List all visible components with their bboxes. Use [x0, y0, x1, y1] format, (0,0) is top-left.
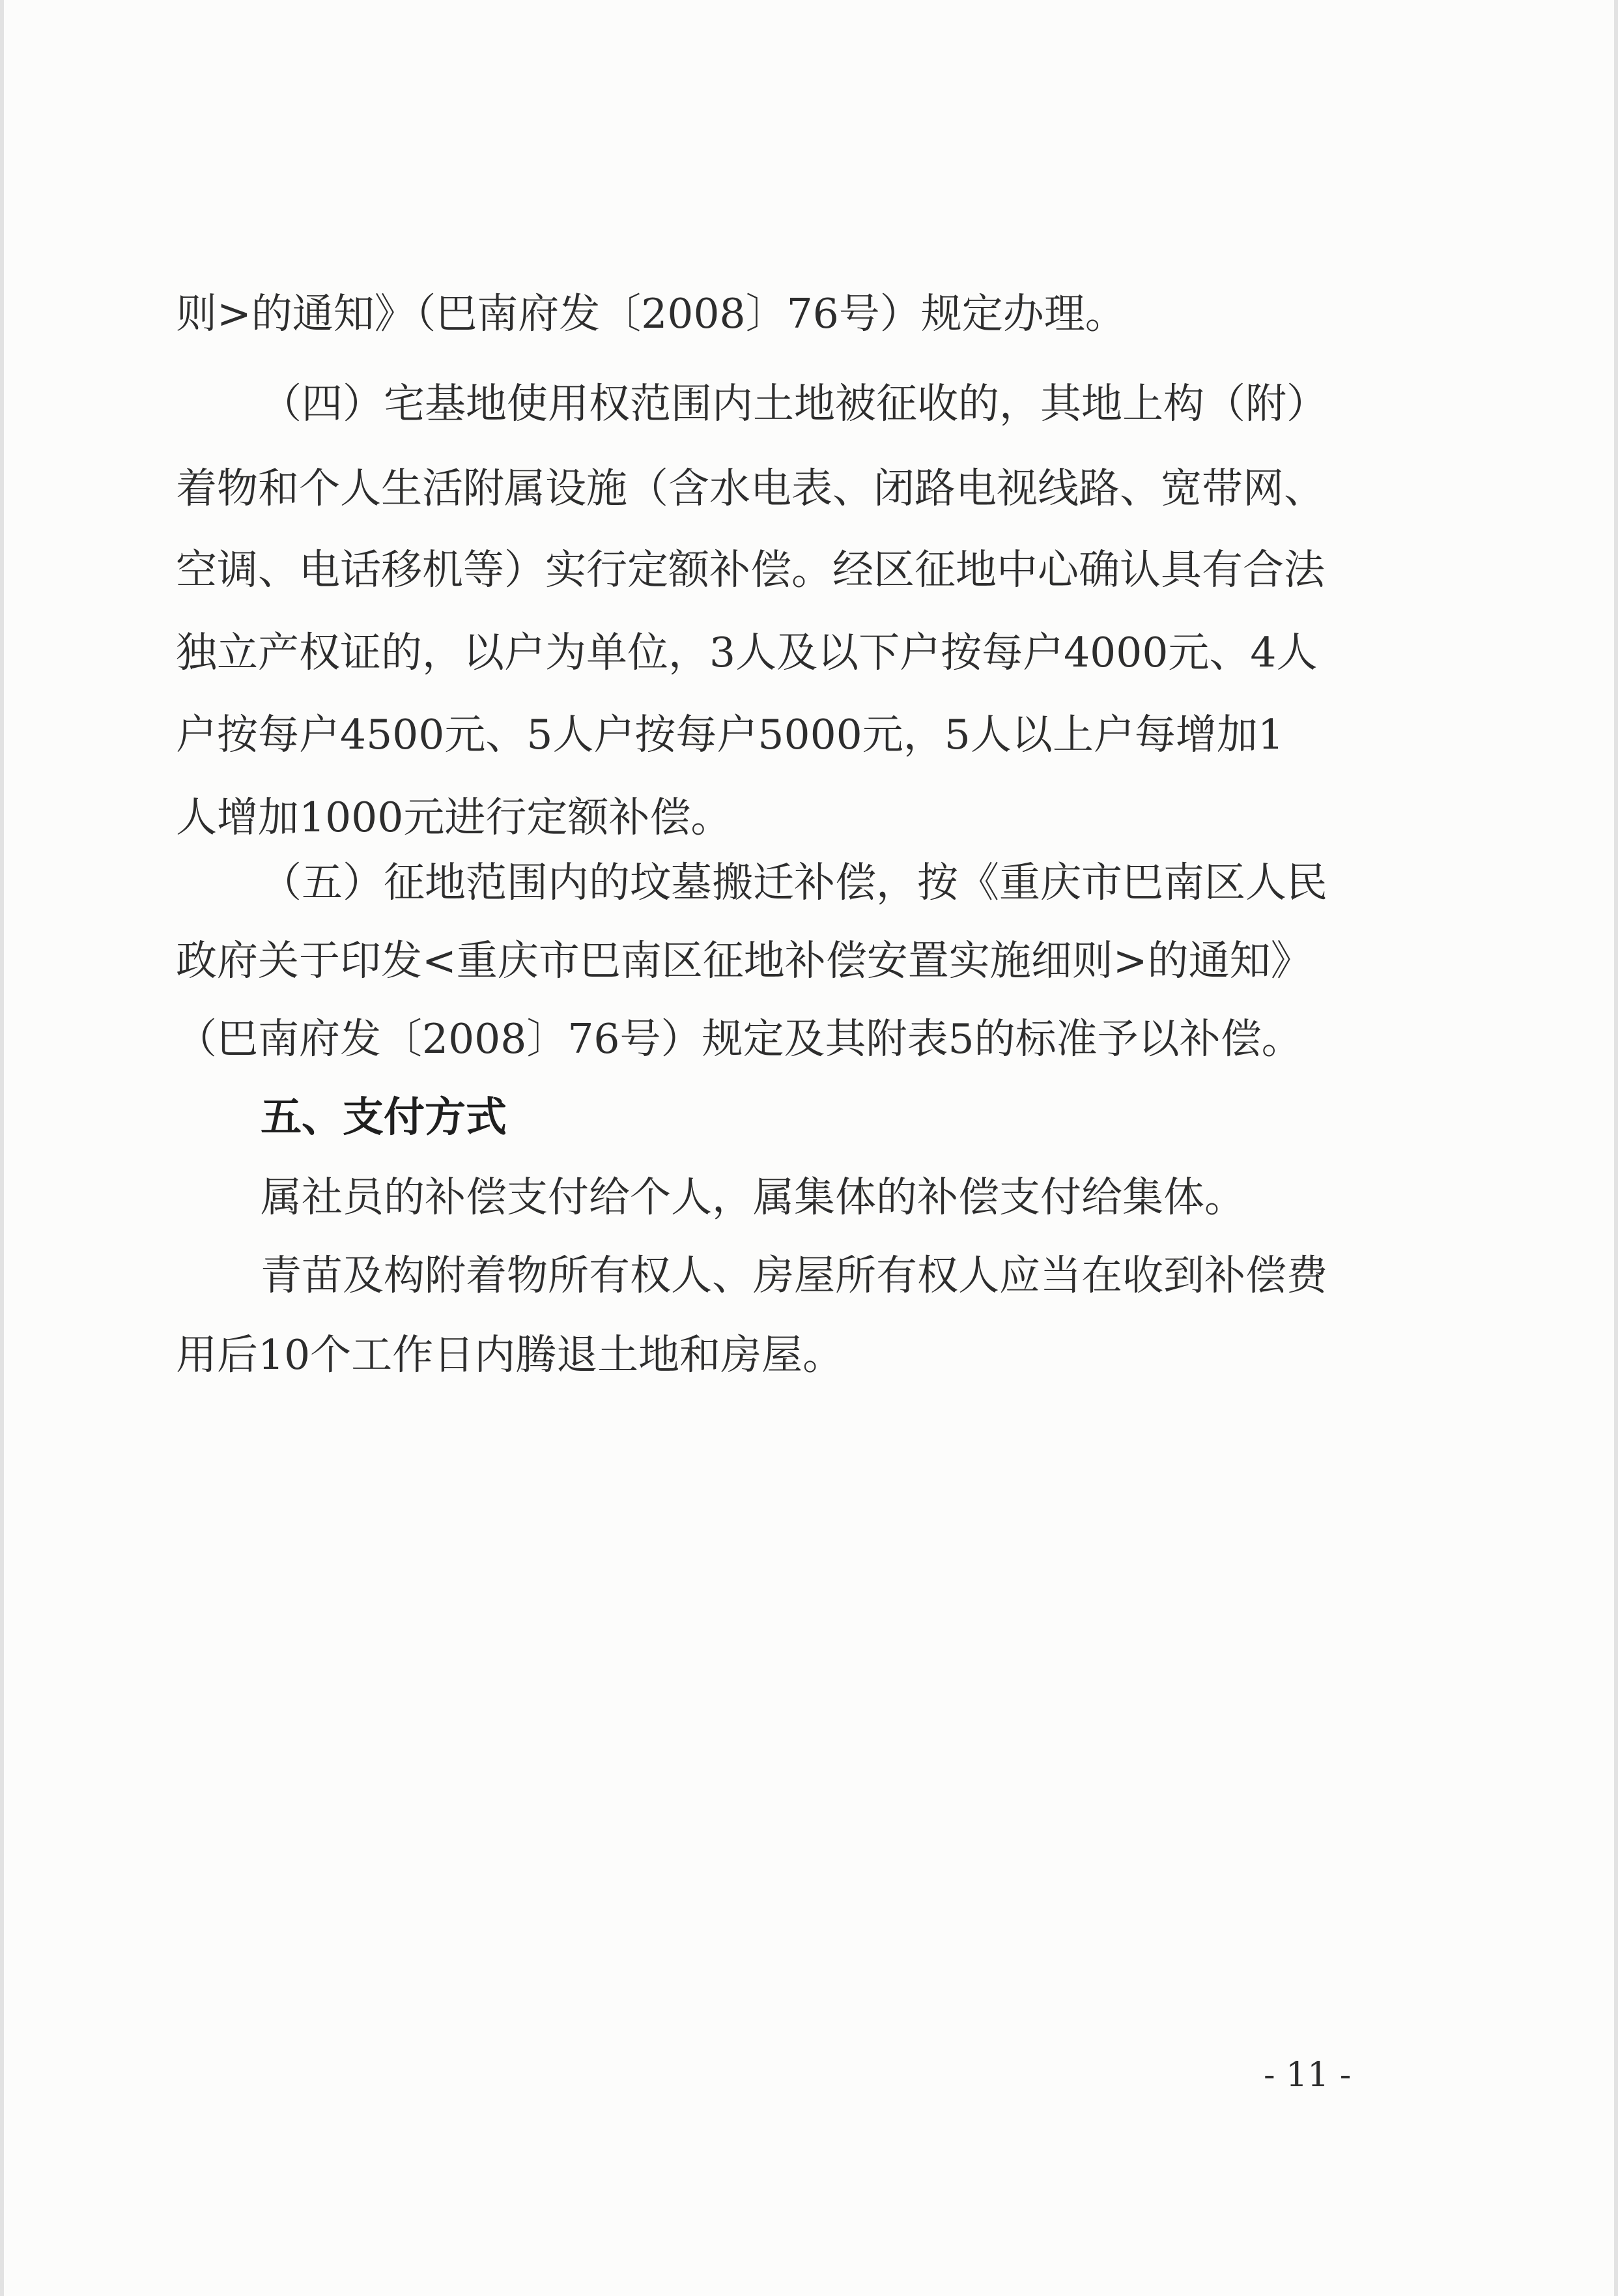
paragraph-line: （五）征地范围内的坟墓搬迁补偿，按《重庆市巴南区人民 [261, 859, 1327, 906]
paragraph-line: 用后10个工作日内腾退土地和房屋。 [176, 1331, 844, 1379]
paragraph-line: 着物和个人生活附属设施（含水电表、闭路电视线路、宽带网、 [176, 465, 1325, 512]
paragraph-line: 青苗及构附着物所有权人、房屋所有权人应当在收到补偿费 [261, 1252, 1327, 1299]
paragraph-line: 政府关于印发<重庆市巴南区征地补偿安置实施细则>的通知》 [176, 937, 1312, 984]
paragraph-line: 户按每户4500元、5人户按每户5000元，5人以上户每增加1 [176, 711, 1284, 758]
paragraph-line: 空调、电话移机等）实行定额补偿。经区征地中心确认具有合法 [176, 546, 1325, 594]
section-heading: 五、支付方式 [261, 1093, 507, 1141]
paragraph-line: 独立产权证的，以户为单位，3人及以下户按每户4000元、4人 [176, 629, 1318, 676]
scan-edge-left [0, 0, 4, 2296]
paragraph-line: 属社员的补偿支付给个人，属集体的补偿支付给集体。 [261, 1173, 1245, 1221]
paragraph-line: 则>的通知》（巴南府发〔2008〕76号）规定办理。 [176, 290, 1126, 337]
scan-edge-right [1614, 0, 1618, 2296]
paragraph-line: （四）宅基地使用权范围内土地被征收的，其地上构（附） [261, 380, 1327, 427]
page-number: - 11 - [1264, 2056, 1352, 2095]
paragraph-line: 人增加1000元进行定额补偿。 [176, 794, 732, 841]
paragraph-line: （巴南府发〔2008〕76号）规定及其附表5的标准予以补偿。 [176, 1015, 1303, 1063]
